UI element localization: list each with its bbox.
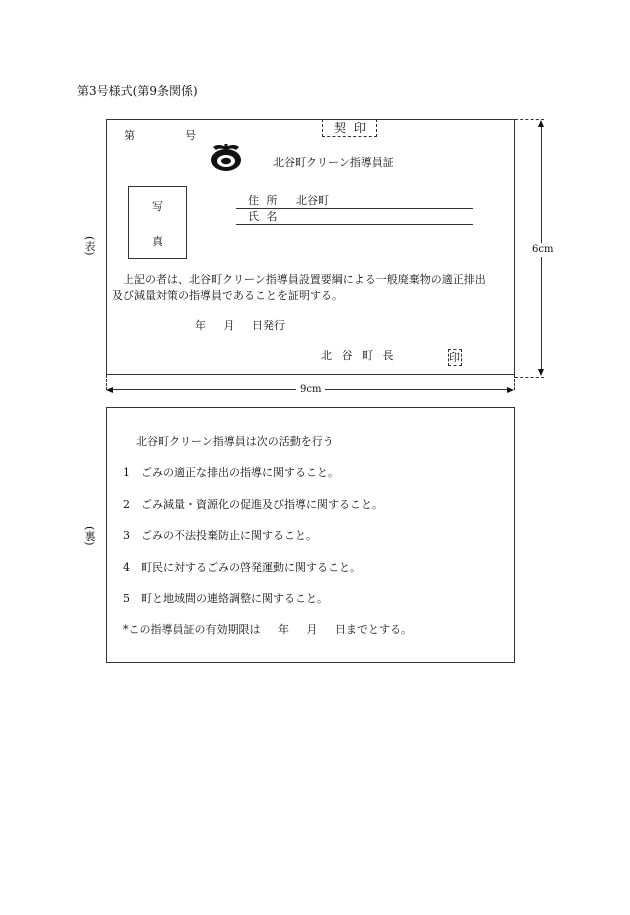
number-suffix: 号 xyxy=(185,129,196,142)
width-arrow-right-icon xyxy=(507,387,514,393)
town-emblem-icon xyxy=(208,141,244,173)
certification-line-2: 及び減量対策の指導員であることを証明する。 xyxy=(112,289,343,302)
number-prefix: 第 xyxy=(124,129,135,142)
address-label: 住 所 xyxy=(248,194,278,207)
height-arrow-down-icon xyxy=(538,369,544,376)
validity-note: *この指導員証の有効期限は 年 月 日までとする。 xyxy=(123,623,412,636)
name-underline xyxy=(236,224,473,225)
back-side-label: (裏) xyxy=(83,526,96,546)
width-arrow-left-icon xyxy=(106,387,113,393)
activity-num: 4 xyxy=(123,561,130,574)
photo-box xyxy=(128,186,187,259)
width-label: 9cm xyxy=(296,385,325,395)
activity-num: 2 xyxy=(123,498,130,511)
issuer: 北 谷 町 長 xyxy=(321,349,394,362)
back-intro: 北谷町クリーン指導員は次の活動を行う xyxy=(136,435,334,448)
activity-num: 1 xyxy=(123,466,130,479)
photo-label-bottom: 真 xyxy=(152,235,163,248)
tally-seal-label: 契 印 xyxy=(334,121,368,135)
address-underline xyxy=(236,208,473,209)
height-label: 6cm xyxy=(532,244,554,255)
activity-text: ごみの不法投棄防止に関すること。 xyxy=(141,529,317,542)
card-title: 北谷町クリーン指導員証 xyxy=(273,156,394,169)
issue-date: 年 月 日発行 xyxy=(195,319,285,332)
front-side-label: (表) xyxy=(83,236,96,256)
height-extension-bottom xyxy=(515,377,544,378)
activity-text: ごみ減量・資源化の促進及び指導に関すること。 xyxy=(141,498,383,511)
activity-num: 5 xyxy=(123,592,130,605)
activity-text: ごみの適正な排出の指導に関すること。 xyxy=(141,466,339,479)
name-label: 氏 名 xyxy=(248,210,278,223)
issuer-seal-label: 印 xyxy=(449,351,460,364)
height-arrow-up-icon xyxy=(538,120,544,127)
certification-line-1: 上記の者は、北谷町クリーン指導員設置要綱による一般廃棄物の適正排出 xyxy=(123,273,486,286)
form-title: 第3号様式(第9条関係) xyxy=(77,84,198,98)
activity-text: 町と地域間の連絡調整に関すること。 xyxy=(141,592,328,605)
address-value: 北谷町 xyxy=(296,194,329,207)
activity-text: 町民に対するごみの啓発運動に関すること。 xyxy=(141,561,361,574)
photo-label-top: 写 xyxy=(152,200,163,213)
activity-num: 3 xyxy=(123,529,130,542)
